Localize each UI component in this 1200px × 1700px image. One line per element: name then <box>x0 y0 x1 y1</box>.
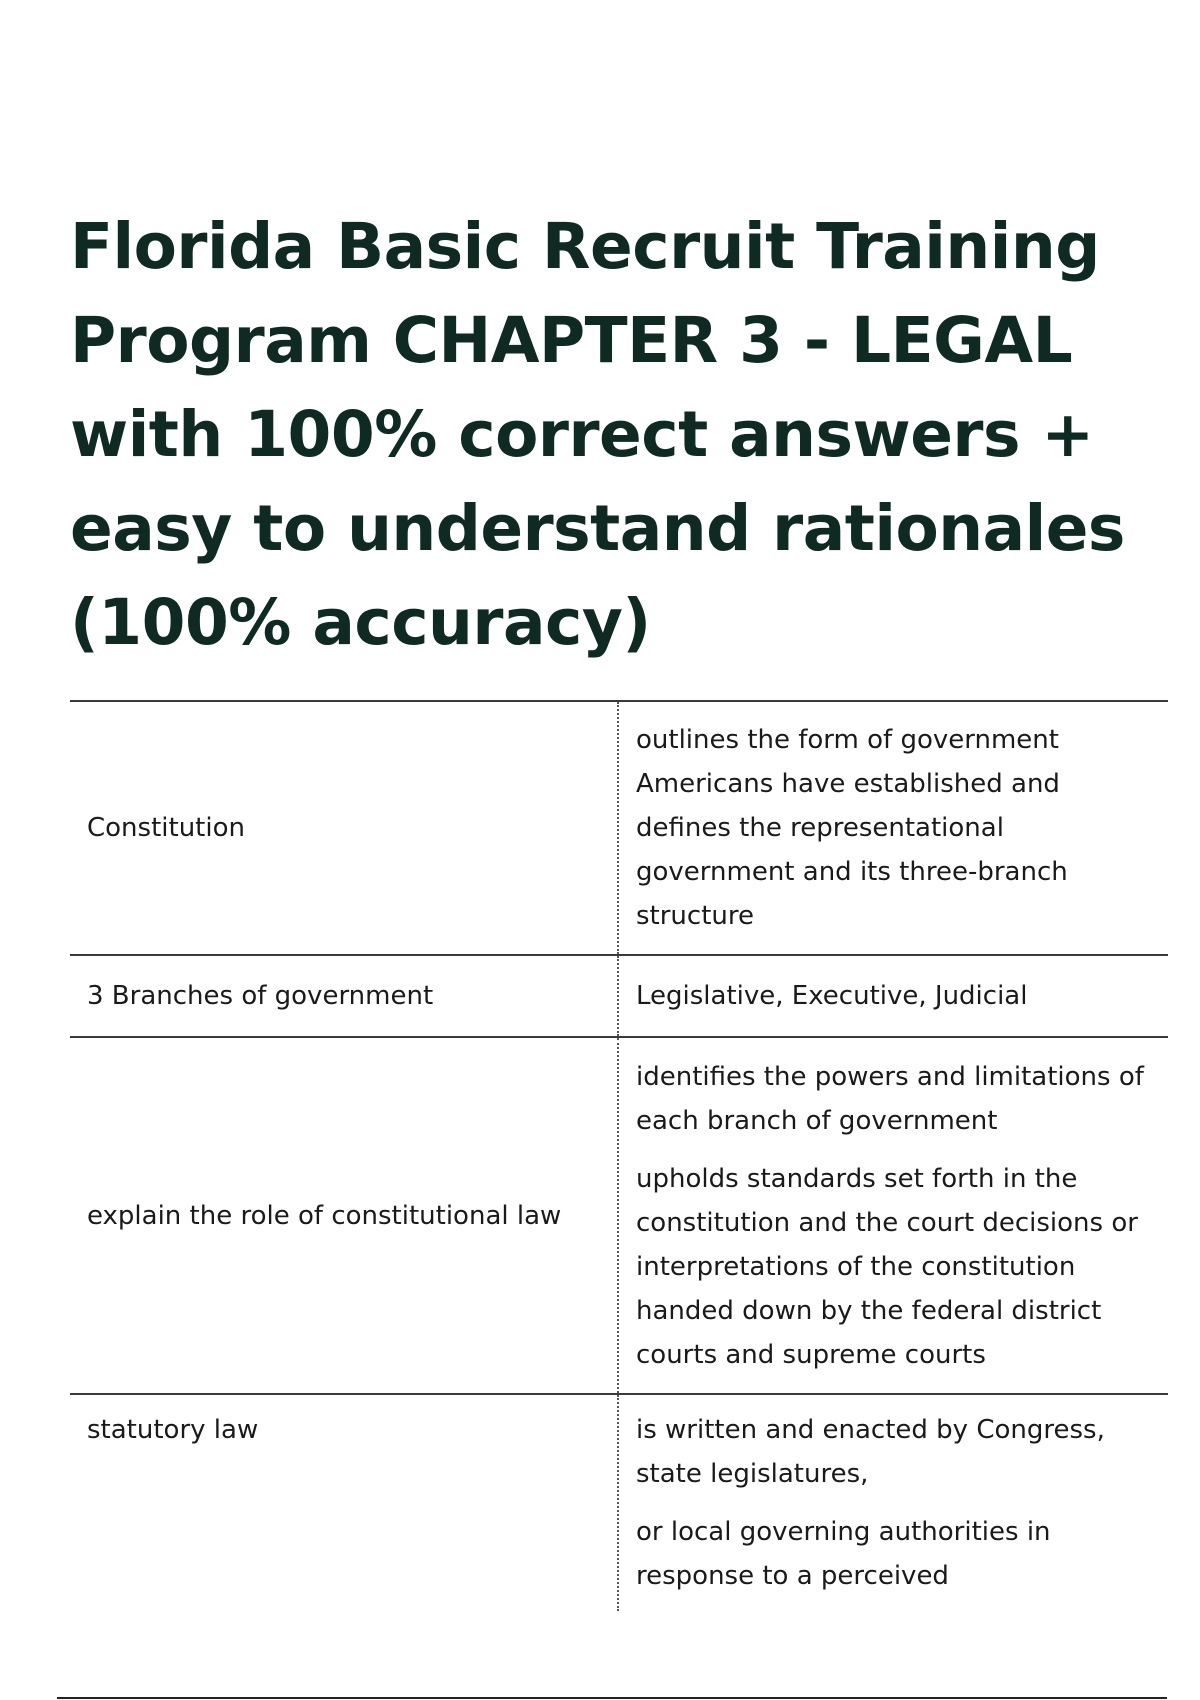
definition-text: outlines the form of government Americans have established and defines the representational government and its three-branch structure <box>636 725 1068 931</box>
term-cell: explain the role of constitutional law <box>70 1037 618 1394</box>
document-title: Florida Basic Recruit Training Program CHAPTER 3 - LEGAL with 100% correct answers + easy to understand rationales (100% accuracy) <box>70 210 1125 659</box>
table-row <box>70 1394 1168 1611</box>
definition-cell <box>618 701 1168 955</box>
table-row <box>70 1037 1168 1394</box>
table-row <box>70 955 1168 1037</box>
term-cell: Constitution <box>70 701 618 955</box>
definition-cell <box>618 1394 1168 1611</box>
flashcard-table <box>70 700 1168 1611</box>
definition-text: upholds standards set forth in the constitution and the court decisions or interpretations of the constitution handed down by the federal district courts and supreme courts <box>636 1163 1138 1370</box>
term-cell: 3 Branches of government <box>70 955 618 1037</box>
term-cell: statutory law <box>70 1394 618 1611</box>
definition-text: identifies the powers and limitations of each branch of government <box>636 1061 1144 1136</box>
table-row <box>70 701 1168 955</box>
definition-text: Legislative, Executive, Judicial <box>636 981 1028 1011</box>
footer-divider <box>57 1697 1167 1699</box>
definition-text: is written and enacted by Congress, state legislatures, <box>636 1415 1105 1489</box>
definition-text: or local governing authorities in response to a perceived <box>636 1517 1051 1591</box>
definition-cell <box>618 955 1168 1037</box>
definition-cell <box>618 1037 1168 1394</box>
